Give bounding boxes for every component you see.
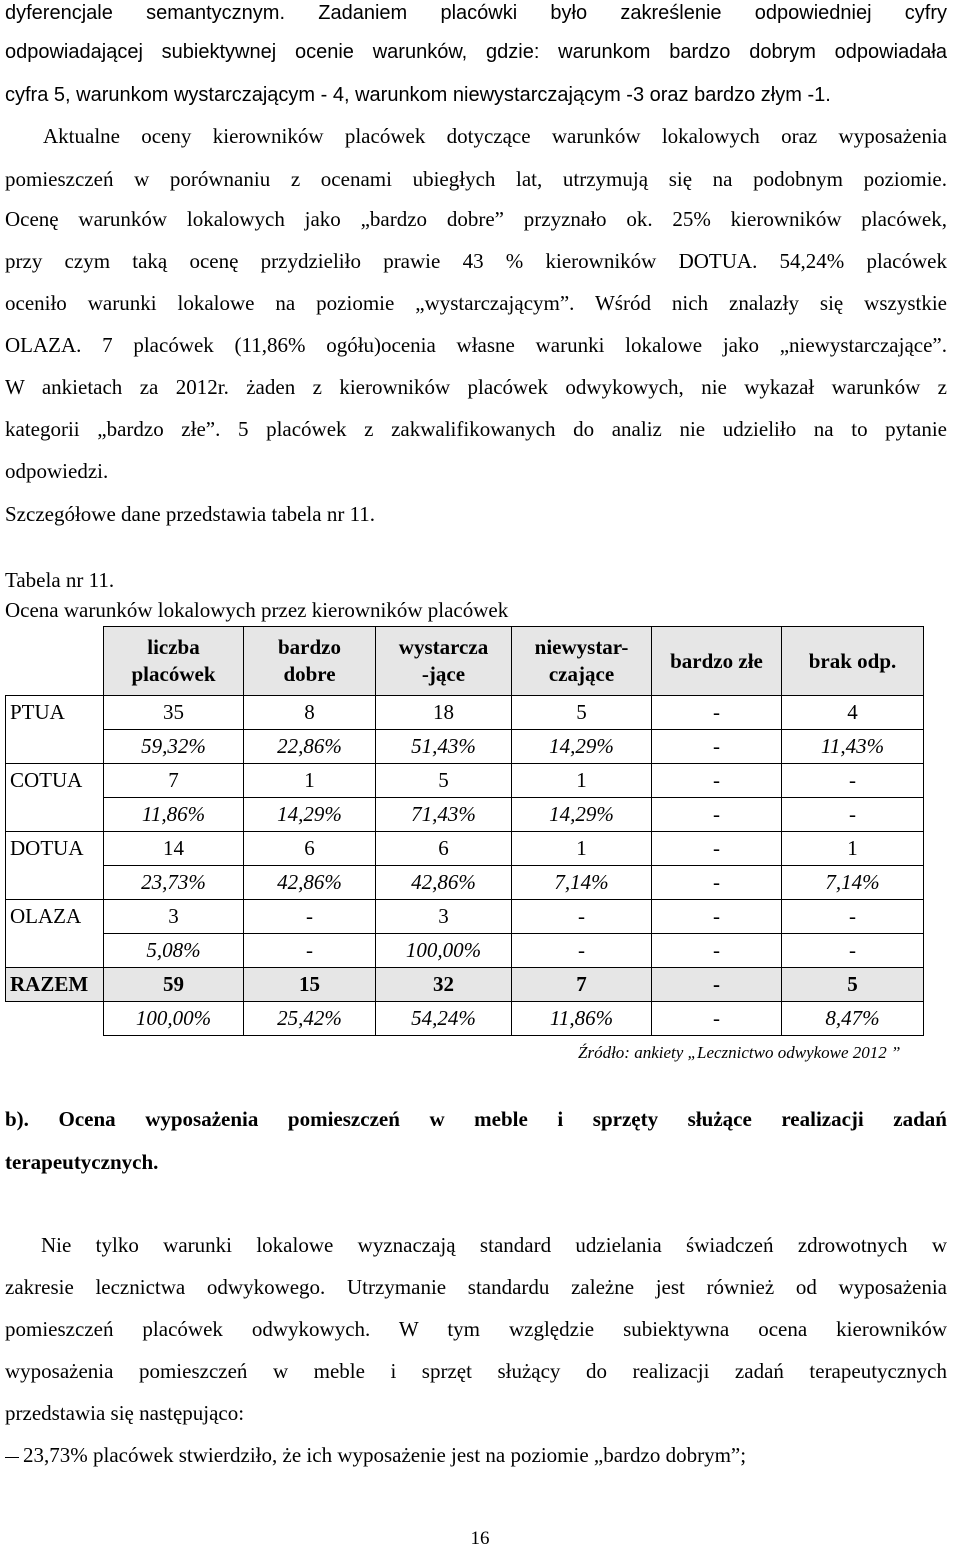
table-cell-percent: - bbox=[652, 798, 782, 832]
table-cell-percent: 5,08% bbox=[104, 934, 244, 968]
table-cell-percent: - bbox=[652, 866, 782, 900]
table-row-percents bbox=[6, 866, 924, 900]
table-cell-count: 3 bbox=[376, 900, 512, 934]
table-cell-count: 32 bbox=[376, 968, 512, 1002]
table-row-percents bbox=[6, 798, 924, 832]
table-cell-percent: - bbox=[652, 1002, 782, 1036]
table-header-cell bbox=[782, 627, 924, 696]
table-header-line: liczba bbox=[147, 635, 200, 659]
table-header-line: wystarcza bbox=[398, 635, 489, 659]
table-row-counts bbox=[6, 696, 924, 730]
heading-b-line-2: terapeutycznych. bbox=[5, 1150, 159, 1174]
para2-line-9: odpowiedzi. bbox=[5, 459, 109, 483]
table-cell-count: 15 bbox=[244, 968, 376, 1002]
table-cell-percent: - bbox=[244, 934, 376, 968]
para1-line-1: dyferencjale semantycznym. Zadaniem placówki było zakreślenie odpowiedniej cyfry bbox=[5, 2, 947, 24]
table-header-cell bbox=[376, 627, 512, 696]
table-cell-percent: 54,24% bbox=[376, 1002, 512, 1036]
table-header-cell bbox=[652, 627, 782, 696]
table-cell-percent: - bbox=[782, 798, 924, 832]
table-cell-count: 1 bbox=[512, 764, 652, 798]
para2-line-8: kategorii „bardzo złe”. 5 placówek z zakwalifikowanych do analiz nie udzieliło na to pytanie bbox=[5, 417, 947, 441]
table-cell-count: 7 bbox=[104, 764, 244, 798]
table-cell-count: 7 bbox=[512, 968, 652, 1002]
table-cell-count: 8 bbox=[244, 696, 376, 730]
table-cell-count: - bbox=[652, 900, 782, 934]
table-cell-percent: 22,86% bbox=[244, 730, 376, 764]
table-header-cell bbox=[244, 627, 376, 696]
table-cell-percent: 51,43% bbox=[376, 730, 512, 764]
bullet-list-item bbox=[5, 1442, 746, 1468]
table-row-label: COTUA bbox=[6, 764, 104, 798]
table-header-line: bardzo bbox=[278, 635, 341, 659]
table-row-counts bbox=[6, 900, 924, 934]
table-cell-count: 1 bbox=[782, 832, 924, 866]
table-header-line: placówek bbox=[131, 662, 216, 686]
table-cell-percent: 100,00% bbox=[104, 1002, 244, 1036]
table-cell-count: 4 bbox=[782, 696, 924, 730]
table-caption: Ocena warunków lokalowych przez kierowników placówek bbox=[5, 598, 509, 622]
table-cell-percent: 14,29% bbox=[244, 798, 376, 832]
table-header-row bbox=[6, 627, 924, 696]
table-row-label-spacer bbox=[6, 934, 104, 968]
table-cell-percent: 7,14% bbox=[782, 866, 924, 900]
table-row-label-spacer bbox=[6, 866, 104, 900]
table-cell-percent: 14,29% bbox=[512, 798, 652, 832]
table-row-percents bbox=[6, 730, 924, 764]
table-cell-count: 35 bbox=[104, 696, 244, 730]
para1-line-3: cyfra 5, warunkom wystarczającym - 4, warunkom niewystarczającym -3 oraz bardzo złym -1. bbox=[5, 84, 831, 106]
bullet-text: 23,73% placówek stwierdziło, że ich wyposażenie jest na poziomie „bardzo dobrym”; bbox=[23, 1443, 747, 1467]
table-cell-count: 5 bbox=[782, 968, 924, 1002]
table-cell-count: 5 bbox=[512, 696, 652, 730]
table-row-label-spacer bbox=[6, 798, 104, 832]
table-row-counts bbox=[6, 968, 924, 1002]
heading-b-line-1: b). Ocena wyposażenia pomieszczeń w meble i sprzęty służące realizacji zadań bbox=[5, 1107, 947, 1131]
table-header-corner bbox=[6, 627, 104, 696]
para2-line-1: Aktualne oceny kierowników placówek dotyczące warunków lokalowych oraz wyposażenia bbox=[43, 124, 947, 148]
para3-line-4: wyposażenia pomieszczeń w meble i sprzęt służący do realizacji zadań terapeutycznych bbox=[5, 1359, 947, 1383]
table-row-label-spacer bbox=[6, 1002, 104, 1036]
dash-bullet-icon bbox=[5, 1457, 19, 1458]
table-cell-percent: - bbox=[652, 934, 782, 968]
table-cell-percent: 11,86% bbox=[512, 1002, 652, 1036]
table-cell-percent: - bbox=[512, 934, 652, 968]
table-row-label-spacer bbox=[6, 730, 104, 764]
table-row-counts bbox=[6, 832, 924, 866]
table-cell-count: 6 bbox=[376, 832, 512, 866]
table-header-line: brak odp. bbox=[808, 648, 897, 673]
table-cell-percent: 11,43% bbox=[782, 730, 924, 764]
table-header-cell bbox=[512, 627, 652, 696]
table-cell-count: 1 bbox=[244, 764, 376, 798]
table-cell-count: 14 bbox=[104, 832, 244, 866]
table-cell-percent: - bbox=[652, 730, 782, 764]
table-cell-percent: 42,86% bbox=[244, 866, 376, 900]
table-cell-count: - bbox=[512, 900, 652, 934]
table-cell-percent: 7,14% bbox=[512, 866, 652, 900]
table-cell-percent: 71,43% bbox=[376, 798, 512, 832]
table-label: Tabela nr 11. bbox=[5, 568, 115, 592]
table-cell-count: 6 bbox=[244, 832, 376, 866]
table-cell-count: 1 bbox=[512, 832, 652, 866]
table-row-percents bbox=[6, 934, 924, 968]
table-cell-percent: 25,42% bbox=[244, 1002, 376, 1036]
table-cell-percent: - bbox=[782, 934, 924, 968]
table-header-line: -jące bbox=[421, 662, 466, 686]
table-row-label: PTUA bbox=[6, 696, 104, 730]
table-cell-count: - bbox=[652, 968, 782, 1002]
table-row-label: DOTUA bbox=[6, 832, 104, 866]
table-cell-percent: 42,86% bbox=[376, 866, 512, 900]
para2-line-4: przy czym taką ocenę przydzieliło prawie 43 % kierowników DOTUA. 54,24% placówek bbox=[5, 249, 947, 273]
para2-line-6: OLAZA. 7 placówek (11,86% ogółu)ocenia własne warunki lokalowe jako „niewystarczające”. bbox=[5, 333, 947, 357]
table-cell-percent: 23,73% bbox=[104, 866, 244, 900]
conditions-table bbox=[5, 626, 924, 1036]
para3-line-2: zakresie lecznictwa odwykowego. Utrzymanie standardu zależne jest również od wyposażenia bbox=[5, 1275, 947, 1299]
table-header-line: bardzo złe bbox=[670, 648, 763, 673]
table-cell-percent: 8,47% bbox=[782, 1002, 924, 1036]
table-cell-count: - bbox=[782, 900, 924, 934]
table-header-line: dobre bbox=[283, 662, 336, 686]
para3-line-5: przedstawia się następująco: bbox=[5, 1401, 245, 1425]
table-cell-count: - bbox=[652, 696, 782, 730]
table-cell-percent: 11,86% bbox=[104, 798, 244, 832]
para2-line-7: W ankietach za 2012r. żaden z kierowników placówek odwykowych, nie wykazał warunków z bbox=[5, 375, 947, 399]
table-source-note: Źródło: ankiety „Lecznictwo odwykowe 2012 ” bbox=[578, 1043, 901, 1062]
table-row-counts bbox=[6, 764, 924, 798]
table-header-line: czające bbox=[548, 662, 615, 686]
table-cell-percent: 100,00% bbox=[376, 934, 512, 968]
para3-line-3: pomieszczeń placówek odwykowych. W tym względzie subiektywna ocena kierowników bbox=[5, 1317, 947, 1341]
table-header-line: niewystar- bbox=[534, 635, 629, 659]
table-cell-count: - bbox=[782, 764, 924, 798]
table-cell-count: 5 bbox=[376, 764, 512, 798]
para2-line-3: Ocenę warunków lokalowych jako „bardzo dobre” przyznało ok. 25% kierowników placówek, bbox=[5, 207, 947, 231]
para1-line-2: odpowiadającej subiektywnej ocenie warunków, gdzie: warunkom bardzo dobrym odpowiadała bbox=[5, 41, 947, 63]
table-row-percents bbox=[6, 1002, 924, 1036]
table-cell-percent: 59,32% bbox=[104, 730, 244, 764]
para3-line-1: Nie tylko warunki lokalowe wyznaczają standard udzielania świadczeń zdrowotnych w bbox=[41, 1233, 947, 1257]
table-cell-count: 3 bbox=[104, 900, 244, 934]
para2-line-5: oceniło warunki lokalowe na poziomie „wystarczającym”. Wśród nich znalazły się wszystkie bbox=[5, 291, 947, 315]
table-cell-count: - bbox=[652, 764, 782, 798]
table-cell-count: - bbox=[244, 900, 376, 934]
table-row-label: RAZEM bbox=[6, 968, 104, 1002]
table-header-cell bbox=[104, 627, 244, 696]
para2-line-10: Szczegółowe dane przedstawia tabela nr 11. bbox=[5, 502, 376, 526]
page-number: 16 bbox=[470, 1528, 490, 1549]
table-cell-count: - bbox=[652, 832, 782, 866]
table-cell-count: 18 bbox=[376, 696, 512, 730]
table-cell-percent: 14,29% bbox=[512, 730, 652, 764]
para2-line-2: pomieszczeń w porównaniu z ocenami ubiegłych lat, utrzymują się na podobnym poziomie. bbox=[5, 167, 947, 191]
table-row-label: OLAZA bbox=[6, 900, 104, 934]
table-cell-count: 59 bbox=[104, 968, 244, 1002]
